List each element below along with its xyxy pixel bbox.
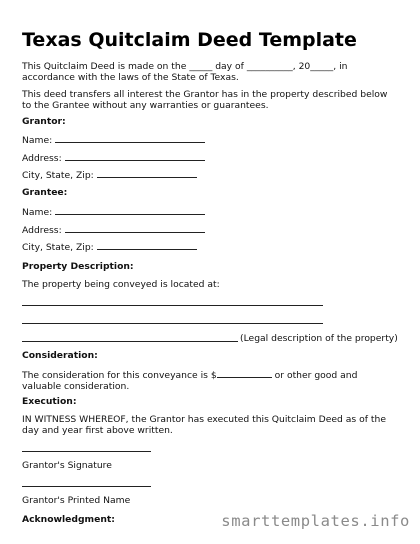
grantor-city-field[interactable] [97, 169, 197, 178]
watermark: smarttemplates.info [221, 512, 410, 530]
execution-heading: Execution: [22, 396, 77, 407]
grantor-signature-line[interactable] [22, 451, 151, 452]
grantor-address-field[interactable] [65, 152, 205, 161]
month-blank: __________ [246, 61, 293, 72]
grantor-signature-label: Grantor's Signature [22, 460, 112, 471]
intro-text-3: , 20 [292, 61, 311, 72]
grantee-address-field[interactable] [65, 224, 205, 233]
grantee-address-label: Address: [22, 225, 65, 236]
consideration-text-1: The consideration for this conveyance is $ [22, 370, 217, 381]
execution-paragraph: IN WITNESS WHEREOF, the Grantor has executed this Quitclaim Deed as of the day and year first above written. [22, 414, 386, 436]
intro-paragraph [22, 61, 392, 83]
property-address-line-2[interactable] [22, 323, 323, 324]
consideration-heading: Consideration: [22, 350, 98, 361]
property-address-line-1[interactable] [22, 305, 323, 306]
grantee-heading: Grantee: [22, 187, 68, 198]
grantor-name-label: Name: [22, 135, 56, 146]
property-location-text: The property being conveyed is located at: [22, 279, 220, 290]
grantor-printed-name-label: Grantor's Printed Name [22, 495, 131, 506]
grantor-heading: Grantor: [22, 116, 66, 127]
property-heading: Property Description: [22, 261, 134, 272]
grantee-name-field[interactable] [55, 206, 205, 215]
grantor-name-field[interactable] [55, 134, 205, 143]
consideration-amount-field[interactable] [217, 369, 272, 378]
grantee-address-row [22, 224, 205, 236]
grantor-printed-name-line[interactable] [22, 486, 151, 487]
grantee-name-label: Name: [22, 207, 56, 218]
page-title: Texas Quitclaim Deed Template [22, 29, 357, 51]
grantee-city-label: City, State, Zip: [22, 242, 97, 253]
grantor-city-row [22, 169, 197, 181]
acknowledgment-heading: Acknowledgment: [22, 514, 115, 525]
consideration-paragraph [22, 369, 392, 392]
consideration-text-2: or other good and valuable consideration. [22, 370, 358, 392]
grantee-city-field[interactable] [97, 241, 197, 250]
transfer-paragraph: This deed transfers all interest the Grantor has in the property described below to the Grantee without any warranties or guarantees. [22, 89, 388, 111]
grantee-name-row [22, 206, 205, 218]
day-blank: _____ [189, 61, 213, 72]
legal-description-note: (Legal description of the property) [240, 333, 398, 344]
grantee-city-row [22, 241, 197, 253]
intro-text-1: This Quitclaim Deed is made on the [22, 61, 190, 72]
intro-text-2: day of [212, 61, 247, 72]
grantor-address-label: Address: [22, 153, 65, 164]
grantor-city-label: City, State, Zip: [22, 170, 97, 181]
intro-text-4: , in accordance with the laws of the State of Texas. [22, 61, 348, 83]
legal-description-line[interactable] [22, 341, 238, 342]
year-blank: _____ [310, 61, 334, 72]
grantor-address-row [22, 152, 205, 164]
grantor-name-row [22, 134, 205, 146]
